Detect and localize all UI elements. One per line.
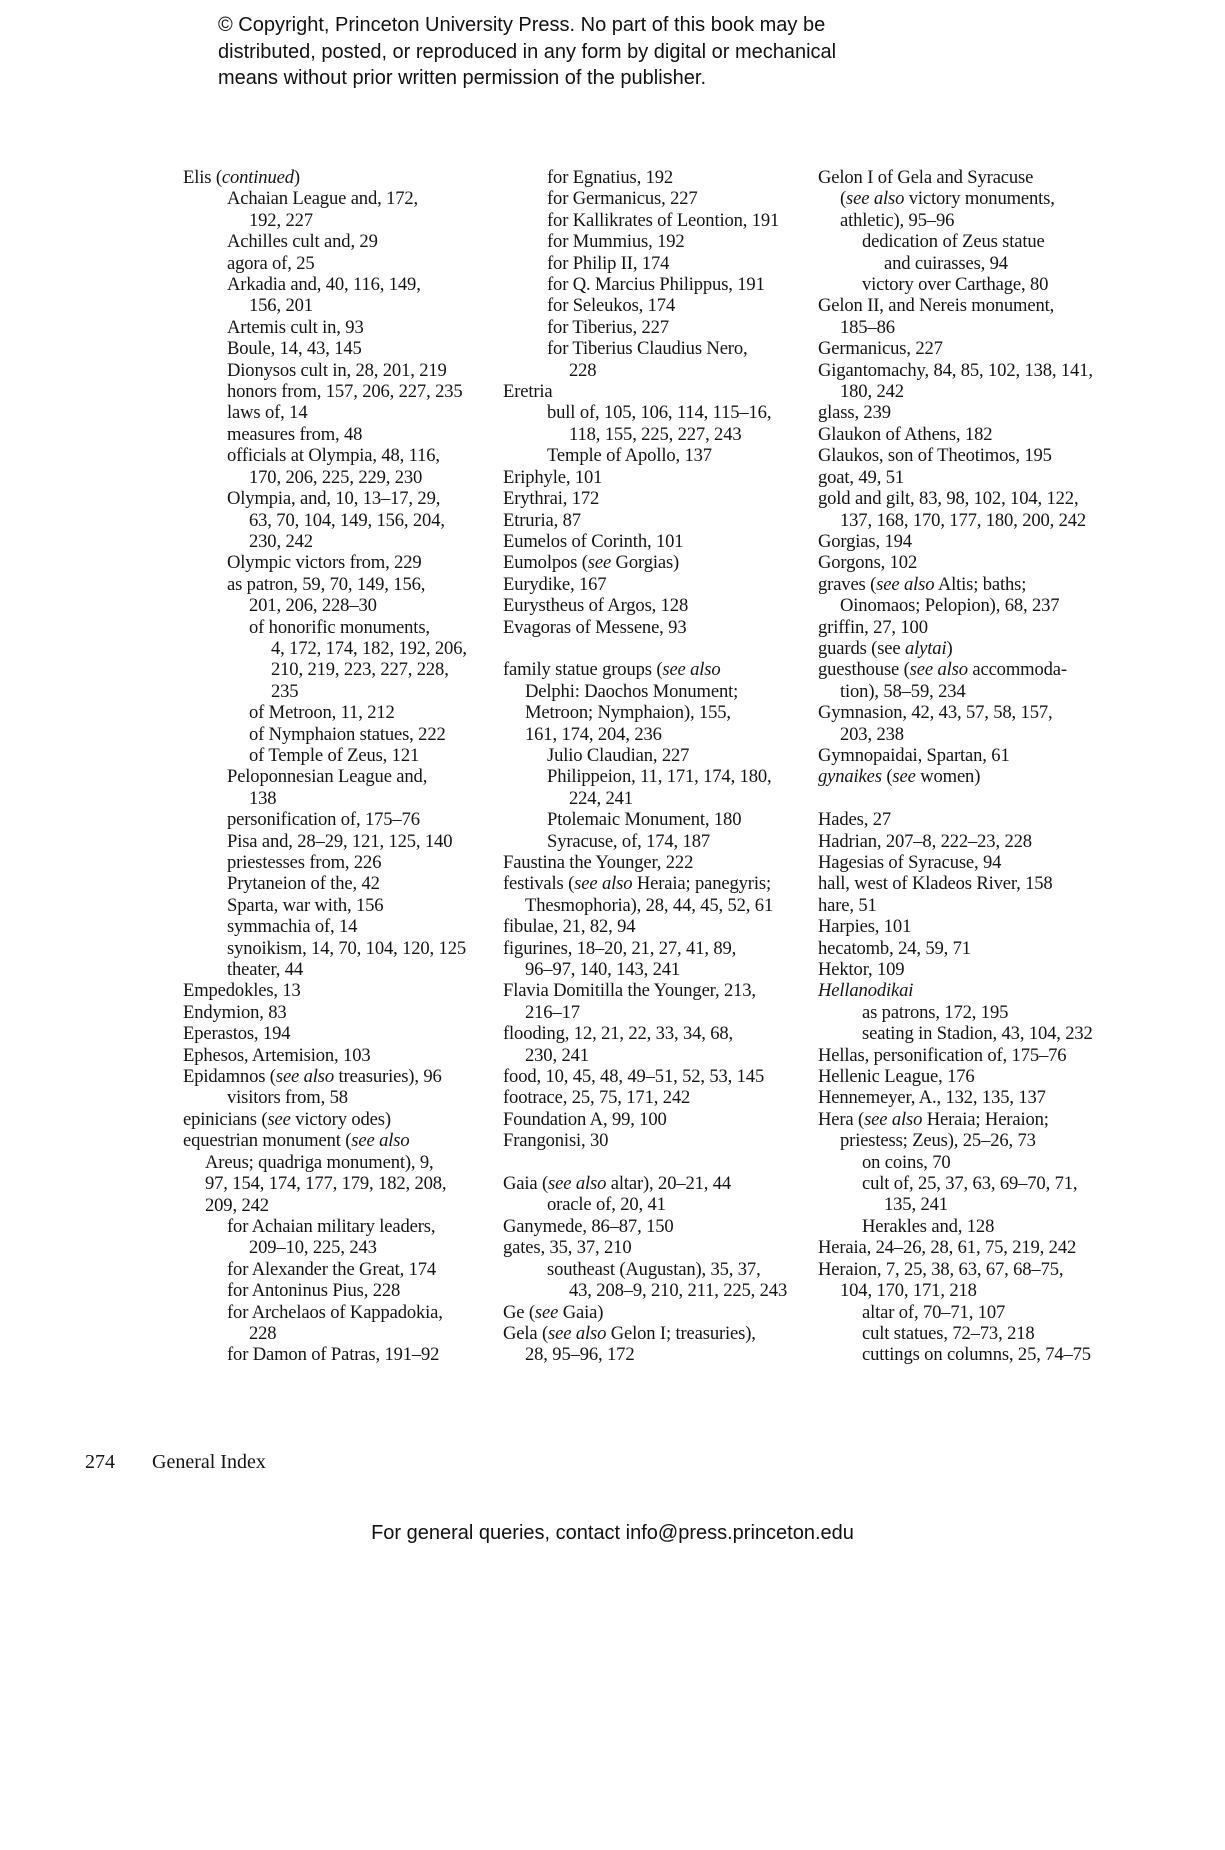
- index-entry-line: personification of, 175–76: [227, 809, 420, 831]
- index-entry-line: Gaia (see also altar), 20–21, 44: [503, 1173, 732, 1195]
- index-entry-line: agora of, 25: [227, 252, 315, 274]
- index-entry-line: 180, 242: [840, 381, 904, 403]
- index-entry-line: Prytaneion of the, 42: [227, 873, 380, 895]
- index-entry-line: Olympia, and, 10, 13–17, 29,: [227, 488, 441, 510]
- index-entry-line: as patrons, 172, 195: [862, 1001, 1009, 1023]
- index-entry-line: Hektor, 109: [818, 959, 905, 981]
- index-entry-line: and cuirasses, 94: [884, 252, 1008, 274]
- index-entry-line: Boule, 14, 43, 145: [227, 338, 362, 360]
- index-entry-line: cult of, 25, 37, 63, 69–70, 71,: [862, 1173, 1078, 1195]
- index-entry-line: (see also victory monuments,: [840, 188, 1055, 210]
- index-entry-line: 209–10, 225, 243: [249, 1237, 377, 1259]
- index-entry-line: Hennemeyer, A., 132, 135, 137: [818, 1087, 1046, 1109]
- index-entry-line: Julio Claudian, 227: [547, 744, 690, 766]
- index-entry-line: Gela (see also Gelon I; treasuries),: [503, 1322, 756, 1344]
- index-entry-line: 201, 206, 228–30: [249, 595, 377, 617]
- index-entry-line: 230, 241: [525, 1044, 589, 1066]
- copyright-line: distributed, posted, or reproduced in any form by digital or mechanical: [218, 40, 837, 63]
- index-entry-line: 228: [569, 359, 597, 381]
- index-entry-line: cuttings on columns, 25, 74–75: [862, 1344, 1091, 1366]
- index-entry-line: priestesses from, 226: [227, 852, 382, 873]
- index-entry-line: 156, 201: [249, 295, 313, 317]
- index-entry-line: Empedokles, 13: [183, 980, 301, 1002]
- index-entry-line: Oinomaos; Pelopion), 68, 237: [840, 595, 1060, 617]
- index-entry-line: Hadrian, 207–8, 222–23, 228: [818, 830, 1032, 852]
- index-entry-line: Eperastos, 194: [183, 1023, 291, 1045]
- index-entry-line: of Temple of Zeus, 121: [249, 744, 420, 766]
- index-entry-line: gold and gilt, 83, 98, 102, 104, 122,: [818, 488, 1079, 510]
- copyright-notice: [218, 12, 836, 92]
- index-entry-line: Achaian League and, 172,: [227, 188, 419, 210]
- index-entry-line: guesthouse (see also accommoda-: [818, 659, 1067, 681]
- index-entry-line: 224, 241: [569, 787, 633, 809]
- index-entry-line: Heraia, 24–26, 28, 61, 75, 219, 242: [818, 1237, 1077, 1259]
- index-entry-line: Delphi: Daochos Monument;: [525, 680, 739, 702]
- index-entry-line: for Tiberius, 227: [547, 316, 669, 338]
- index-entry-line: Endymion, 83: [183, 1001, 287, 1023]
- index-entry-line: altar of, 70–71, 107: [862, 1301, 1006, 1323]
- index-entry-line: Arkadia and, 40, 116, 149,: [227, 274, 421, 296]
- copyright-line: © Copyright, Princeton University Press. No part of this book may be: [218, 14, 826, 36]
- index-entry-line: Hagesias of Syracuse, 94: [818, 851, 1002, 873]
- index-entry-line: southeast (Augustan), 35, 37,: [547, 1258, 761, 1280]
- index-entry-line: for Philip II, 174: [547, 252, 670, 274]
- index-entry-line: Foundation A, 99, 100: [503, 1108, 667, 1130]
- index-entry-line: gynaikes (see women): [818, 766, 981, 788]
- index-entry-line: honors from, 157, 206, 227, 235: [227, 381, 463, 403]
- index-entry-line: for Q. Marcius Philippus, 191: [547, 274, 765, 296]
- index-columns: [183, 167, 1225, 1366]
- contact-info: For general queries, contact info@press.princeton.edu: [371, 1522, 854, 1544]
- index-entry-line: Ganymede, 86–87, 150: [503, 1215, 674, 1237]
- index-entry-line: footrace, 25, 75, 171, 242: [503, 1087, 691, 1109]
- index-entry-line: Areus; quadriga monument), 9,: [205, 1151, 434, 1173]
- index-entry-line: Eurystheus of Argos, 128: [503, 595, 689, 617]
- index-entry-line: Olympic victors from, 229: [227, 552, 422, 574]
- index-entry-line: on coins, 70: [862, 1151, 951, 1173]
- index-entry-line: priestess; Zeus), 25–26, 73: [840, 1130, 1036, 1152]
- index-entry-line: 118, 155, 225, 227, 243: [569, 423, 742, 445]
- index-entry-line: of honorific monuments,: [249, 616, 430, 638]
- index-entry-line: Eretria: [503, 381, 553, 403]
- index-entry-line: for Mummius, 192: [547, 231, 685, 253]
- index-entry-line: Germanicus, 227: [818, 338, 943, 360]
- index-entry-line: dedication of Zeus statue: [862, 231, 1045, 253]
- index-entry-line: oracle of, 20, 41: [547, 1194, 666, 1216]
- index-entry-line: 203, 238: [840, 723, 904, 745]
- index-entry-line: Achilles cult and, 29: [227, 231, 378, 253]
- index-entry-line: Faustina the Younger, 222: [503, 851, 694, 873]
- index-entry-line: 137, 168, 170, 177, 180, 200, 242: [840, 509, 1087, 531]
- index-entry-line: hall, west of Kladeos River, 158: [818, 873, 1053, 895]
- index-entry-line: 135, 241: [884, 1194, 948, 1216]
- index-entry-line: for Achaian military leaders,: [227, 1215, 436, 1237]
- index-entry-line: hecatomb, 24, 59, 71: [818, 937, 971, 959]
- index-entry-line: Gigantomachy, 84, 85, 102, 138, 141,: [818, 359, 1093, 381]
- index-entry-line: Peloponnesian League and,: [227, 766, 428, 788]
- index-entry-line: 138: [249, 787, 277, 809]
- index-entry-line: theater, 44: [227, 959, 304, 981]
- index-entry-line: cult statues, 72–73, 218: [862, 1322, 1035, 1344]
- index-entry-line: Eumelos of Corinth, 101: [503, 530, 684, 552]
- index-entry-line: Eumolpos (see Gorgias): [503, 552, 680, 574]
- index-entry-line: for Archelaos of Kappadokia,: [227, 1301, 443, 1323]
- index-entry-line: Pisa and, 28–29, 121, 125, 140: [227, 830, 453, 852]
- section-gap: [818, 788, 1225, 809]
- index-entry-line: 192, 227: [249, 209, 313, 231]
- index-entry-line: laws of, 14: [227, 402, 308, 424]
- index-entry-line: Epidamnos (see also treasuries), 96: [183, 1066, 442, 1088]
- index-entry-line: Hera (see also Heraia; Heraion;: [818, 1108, 1049, 1130]
- index-entry-line: 96–97, 140, 143, 241: [525, 959, 681, 981]
- index-entry-line: Gelon II, and Nereis monument,: [818, 295, 1055, 317]
- section-gap: [503, 1152, 818, 1173]
- index-entry-line: Dionysos cult in, 28, 201, 219: [227, 359, 447, 381]
- index-entry-line: for Egnatius, 192: [547, 167, 674, 188]
- index-entry-line: equestrian monument (see also: [183, 1130, 410, 1152]
- index-entry-line: family statue groups (see also: [503, 659, 721, 681]
- index-entry-line: 170, 206, 225, 229, 230: [249, 466, 423, 488]
- index-entry-line: victory over Carthage, 80: [862, 274, 1049, 296]
- index-entry-line: Etruria, 87: [503, 509, 581, 531]
- index-entry-line: for Damon of Patras, 191–92: [227, 1344, 440, 1366]
- index-entry-line: Evagoras of Messene, 93: [503, 616, 687, 638]
- index-entry-line: of Nymphaion statues, 222: [249, 723, 446, 745]
- index-entry-line: food, 10, 45, 48, 49–51, 52, 53, 145: [503, 1066, 765, 1088]
- index-entry-line: Heraion, 7, 25, 38, 63, 67, 68–75,: [818, 1258, 1064, 1280]
- index-entry-line: 28, 95–96, 172: [525, 1344, 635, 1366]
- index-entry-line: of Metroon, 11, 212: [249, 702, 395, 724]
- index-entry-line: 210, 219, 223, 227, 228,: [271, 659, 449, 681]
- index-entry-line: for Germanicus, 227: [547, 188, 698, 210]
- index-entry-line: bull of, 105, 106, 114, 115–16,: [547, 402, 772, 424]
- index-entry-line: seating in Stadion, 43, 104, 232: [862, 1023, 1093, 1045]
- index-entry-line: Artemis cult in, 93: [227, 316, 364, 338]
- index-entry-line: Elis (continued): [183, 167, 300, 188]
- index-entry-line: guards (see alytai): [818, 637, 953, 659]
- index-entry-line: 235: [271, 680, 299, 702]
- index-entry-line: Gorgons, 102: [818, 552, 918, 574]
- index-column-3: [818, 167, 1225, 1366]
- section-title: General Index: [152, 1451, 266, 1473]
- page-number: 274: [85, 1451, 115, 1473]
- index-entry-line: Thesmophoria), 28, 44, 45, 52, 61: [525, 894, 774, 916]
- index-entry-line: Metroon; Nymphaion), 155,: [525, 702, 731, 724]
- index-entry-line: Erythrai, 172: [503, 488, 600, 510]
- index-entry-line: for Antoninus Pius, 228: [227, 1280, 401, 1302]
- index-entry-line: Harpies, 101: [818, 916, 912, 938]
- index-entry-line: measures from, 48: [227, 423, 363, 445]
- index-entry-line: tion), 58–59, 234: [840, 680, 966, 702]
- page-footer: [85, 1450, 266, 1474]
- section-gap: [503, 638, 818, 659]
- index-entry-line: Hellas, personification of, 175–76: [818, 1044, 1067, 1066]
- index-entry-line: Gorgias, 194: [818, 530, 912, 552]
- index-entry-line: 104, 170, 171, 218: [840, 1280, 977, 1302]
- index-entry-line: 63, 70, 104, 149, 156, 204,: [249, 509, 445, 531]
- index-entry-line: Temple of Apollo, 137: [547, 445, 712, 467]
- index-entry-line: Hellanodikai: [818, 980, 914, 1002]
- index-entry-line: goat, 49, 51: [818, 466, 904, 488]
- index-entry-line: Eriphyle, 101: [503, 466, 603, 488]
- index-entry-line: Hades, 27: [818, 809, 892, 831]
- index-entry-line: Ephesos, Artemision, 103: [183, 1044, 371, 1066]
- index-entry-line: Ge (see Gaia): [503, 1301, 604, 1323]
- index-entry-line: Eurydike, 167: [503, 573, 607, 595]
- index-entry-line: for Tiberius Claudius Nero,: [547, 338, 748, 360]
- index-entry-line: Gymnopaidai, Spartan, 61: [818, 744, 1010, 766]
- index-entry-line: Hellenic League, 176: [818, 1066, 975, 1088]
- index-entry-line: graves (see also Altis; baths;: [818, 573, 1027, 595]
- index-entry-line: Glaukos, son of Theotimos, 195: [818, 445, 1052, 467]
- index-entry-line: figurines, 18–20, 21, 27, 41, 89,: [503, 937, 737, 959]
- index-entry-line: Flavia Domitilla the Younger, 213,: [503, 980, 756, 1002]
- index-entry-line: Philippeion, 11, 171, 174, 180,: [547, 766, 772, 788]
- index-entry-line: for Seleukos, 174: [547, 295, 676, 317]
- index-entry-line: flooding, 12, 21, 22, 33, 34, 68,: [503, 1023, 734, 1045]
- index-entry-line: visitors from, 58: [227, 1087, 348, 1109]
- index-entry-line: Frangonisi, 30: [503, 1130, 609, 1152]
- index-entry-line: 185–86: [840, 316, 895, 338]
- index-entry-line: for Alexander the Great, 174: [227, 1258, 437, 1280]
- index-entry-line: Gelon I of Gela and Syracuse: [818, 167, 1034, 188]
- index-entry-line: symmachia of, 14: [227, 916, 358, 938]
- index-column-1: [183, 167, 503, 1366]
- index-entry-line: glass, 239: [818, 402, 891, 424]
- index-entry-line: gates, 35, 37, 210: [503, 1237, 632, 1259]
- index-entry-line: Ptolemaic Monument, 180: [547, 809, 742, 831]
- index-entry-line: Herakles and, 128: [862, 1215, 995, 1237]
- index-entry-line: Sparta, war with, 156: [227, 894, 384, 916]
- index-entry-line: griffin, 27, 100: [818, 616, 928, 638]
- index-entry-line: 97, 154, 174, 177, 179, 182, 208,: [205, 1173, 447, 1195]
- index-entry-line: 216–17: [525, 1001, 580, 1023]
- index-entry-line: 43, 208–9, 210, 211, 225, 243: [569, 1280, 788, 1302]
- index-entry-line: as patron, 59, 70, 149, 156,: [227, 573, 426, 595]
- copyright-line: means without prior written permission of the publisher.: [218, 67, 707, 89]
- index-entry-line: Gymnasion, 42, 43, 57, 58, 157,: [818, 702, 1053, 724]
- index-entry-line: epinicians (see victory odes): [183, 1108, 391, 1130]
- index-entry-line: festivals (see also Heraia; panegyris;: [503, 873, 771, 895]
- index-entry-line: Glaukon of Athens, 182: [818, 423, 993, 445]
- index-entry-line: hare, 51: [818, 894, 877, 916]
- index-entry-line: 230, 242: [249, 530, 313, 552]
- index-entry-line: 161, 174, 204, 236: [525, 723, 662, 745]
- index-entry-line: Syracuse, of, 174, 187: [547, 830, 710, 852]
- index-entry-line: 4, 172, 174, 182, 192, 206,: [271, 637, 467, 659]
- index-column-2: [503, 167, 818, 1366]
- index-entry-line: athletic), 95–96: [840, 209, 955, 231]
- index-entry-line: 228: [249, 1322, 277, 1344]
- index-entry-line: 209, 242: [205, 1194, 269, 1216]
- index-entry-line: fibulae, 21, 82, 94: [503, 916, 636, 938]
- index-entry-line: for Kallikrates of Leontion, 191: [547, 209, 780, 231]
- index-entry-line: officials at Olympia, 48, 116,: [227, 445, 440, 467]
- index-entry-line: synoikism, 14, 70, 104, 120, 125: [227, 937, 466, 959]
